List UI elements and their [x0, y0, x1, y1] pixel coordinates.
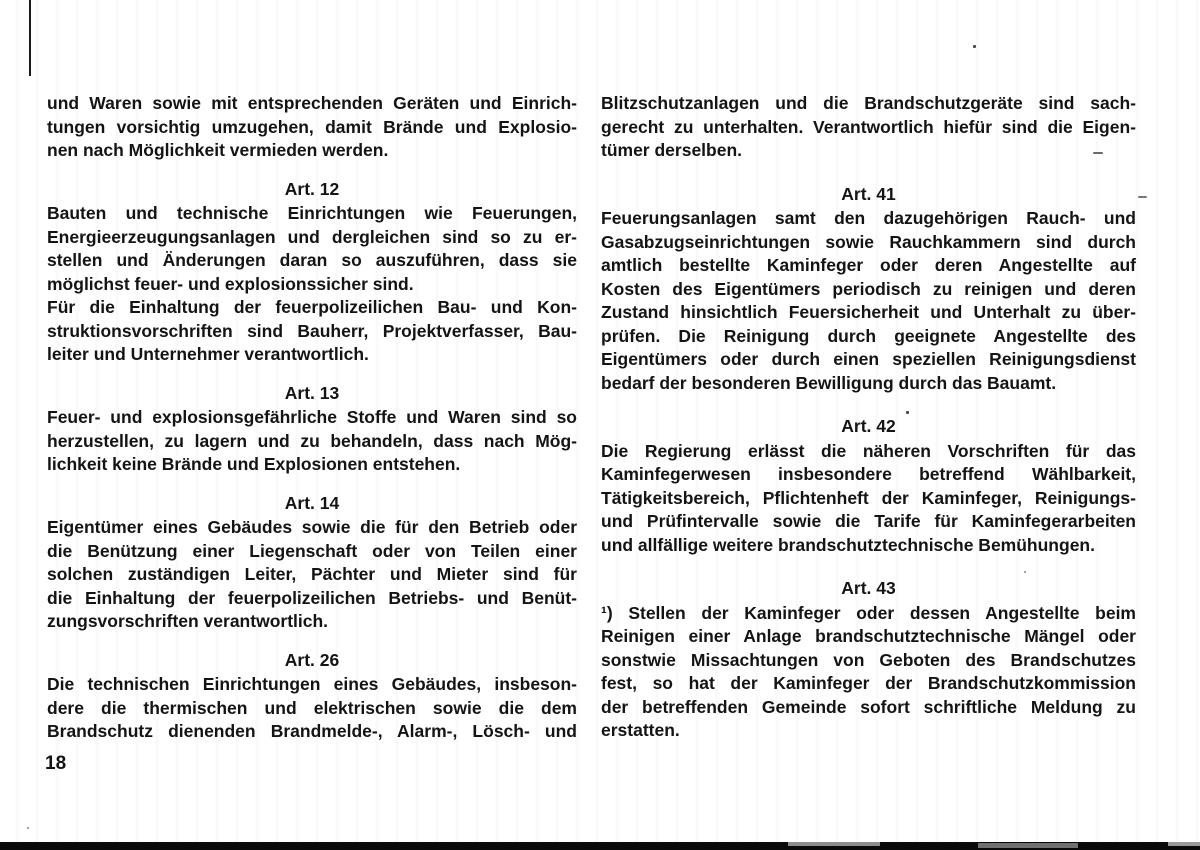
- scan-noise-dash: [1093, 152, 1103, 154]
- text-line: struktionsvorschriften sind Bauherr, Projektverfasser, Bau-: [47, 320, 577, 341]
- right-column: [601, 92, 1136, 744]
- text-line: Blitzschutzanlagen und die Brandschutzgeräte sind sach-: [601, 93, 1136, 113]
- scan-noise-dot: [973, 45, 976, 48]
- scan-edge-bar-patch: [978, 843, 1078, 848]
- text-line: solchen zuständigen Leiter, Pächter und Mieter sind für: [47, 564, 577, 584]
- text-line: möglichst feuer- und explosionssicher sind.: [47, 273, 414, 294]
- paragraph: [47, 202, 577, 367]
- paragraph: [601, 440, 1136, 558]
- text-line: die Einhaltung der feuerpolizeilichen Betriebs- und Benüt-: [47, 587, 577, 608]
- text-line: Bauten und technische Einrichtungen wie Feuerungen,: [47, 203, 577, 223]
- text-line: leiter und Unternehmer verantwortlich.: [47, 344, 369, 364]
- paragraph: [601, 92, 1136, 163]
- paragraph: [47, 406, 577, 477]
- text-line: stellen und Änderungen daran so auszuführen, dass sie: [47, 250, 577, 270]
- scan-edge-bar-patch: [1168, 842, 1200, 846]
- text-line: und Waren sowie mit entsprechenden Geräten und Einrich-: [47, 93, 577, 113]
- text-line: zungsvorschriften verantwortlich.: [47, 611, 329, 631]
- scan-noise-dot: [27, 827, 29, 829]
- text-line: der betreffenden Gemeinde sofort schriftliche Meldung zu: [601, 696, 1136, 717]
- text-line: Die Regierung erlässt die näheren Vorschriften für das: [601, 440, 1136, 461]
- scan-noise-dash: [1138, 196, 1147, 198]
- text-line: amtlich bestellte Kaminfeger oder deren Angestellte auf: [601, 255, 1136, 275]
- article-heading: Art. 14: [284, 492, 340, 513]
- text-line: Für die Einhaltung der feuerpolizeilichen Bau- und Kon-: [47, 297, 577, 317]
- article-heading: Art. 43: [841, 578, 896, 598]
- page-number: 18: [45, 753, 67, 774]
- scan-artifact-vertical-line: [29, 0, 31, 76]
- text-line: bedarf der besonderen Bewilligung durch das Bauamt.: [601, 372, 1057, 393]
- text-line: und Prüfintervalle sowie die Tarife für Kaminfegerarbeiten: [601, 511, 1136, 531]
- text-line: Tätigkeitsbereich, Pflichtenheft der Kaminfeger, Reinigungs-: [601, 487, 1136, 508]
- text-line: Die technischen Einrichtungen eines Gebäudes, insbeson-: [47, 674, 577, 694]
- text-line: die Benützung einer Liegenschaft oder von Teilen einer: [47, 540, 577, 561]
- text-line: ¹) Stellen der Kaminfeger oder dessen Angestellte beim: [601, 602, 1136, 623]
- text-line: Gasabzugseinrichtungen sowie Rauchkammern sind durch: [601, 231, 1136, 252]
- document-text-area: [47, 92, 1136, 744]
- article-heading: Art. 13: [284, 382, 340, 403]
- article-heading: Art. 42: [841, 416, 896, 436]
- paragraph: [601, 207, 1136, 395]
- text-line: prüfen. Die Reinigung durch geeignete Angestellte des: [601, 325, 1136, 346]
- text-line: gerecht zu unterhalten. Verantwortlich hiefür sind die Eigen-: [601, 116, 1136, 137]
- paragraph: [47, 92, 577, 163]
- left-column: [47, 92, 577, 744]
- paragraph: [47, 516, 577, 634]
- paragraph: [601, 602, 1136, 743]
- text-line: sonstwie Missachtungen von Geboten des Brandschutzes: [601, 649, 1136, 670]
- text-line: Feuerungsanlagen samt den dazugehörigen Rauch- und: [601, 208, 1136, 228]
- text-line: Eigentümer eines Gebäudes sowie die für den Betrieb oder: [47, 517, 577, 537]
- scan-noise-dot: [906, 411, 909, 414]
- scan-noise-dot: [1024, 571, 1026, 573]
- text-line: Reinigen einer Anlage brandschutztechnische Mängel oder: [601, 626, 1136, 646]
- text-line: Kaminfegerwesen insbesondere betreffend Wählbarkeit,: [601, 464, 1136, 484]
- text-line: dere die thermischen und elektrischen sowie die dem: [47, 697, 577, 718]
- text-line: nen nach Möglichkeit vermieden werden.: [47, 140, 389, 160]
- text-line: fest, so hat der Kaminfeger der Brandschutzkommission: [601, 673, 1136, 693]
- article-heading: Art. 12: [284, 178, 340, 199]
- text-line: tungen vorsichtig umzugehen, damit Brände und Explosio-: [47, 116, 577, 137]
- scan-edge-bar-patch: [788, 842, 880, 846]
- text-line: Brandschutz dienenden Brandmelde-, Alarm-, Lösch- und: [47, 721, 577, 741]
- text-line: tümer derselben.: [601, 140, 743, 160]
- text-line: herzustellen, zu lagern und zu behandeln, dass nach Mög-: [47, 430, 577, 451]
- text-line: und allfällige weitere brandschutztechnische Bemühungen.: [601, 534, 1095, 555]
- text-line: Zustand hinsichtlich Feuersicherheit und Unterhalt zu über-: [601, 302, 1136, 322]
- text-line: lichkeit keine Brände und Explosionen entstehen.: [47, 454, 461, 474]
- text-line: Kosten des Eigentümers periodisch zu reinigen und deren: [601, 278, 1136, 299]
- article-heading: Art. 26: [284, 649, 340, 670]
- paragraph: [47, 673, 577, 744]
- text-line: Feuer- und explosionsgefährliche Stoffe und Waren sind so: [47, 407, 577, 427]
- text-line: Eigentümers oder durch einen speziellen Reinigungsdienst: [601, 349, 1136, 369]
- text-line: erstatten.: [601, 720, 680, 740]
- article-heading: Art. 41: [841, 183, 896, 204]
- text-line: Energieerzeugungsanlagen und dergleichen sind so zu er-: [47, 226, 577, 247]
